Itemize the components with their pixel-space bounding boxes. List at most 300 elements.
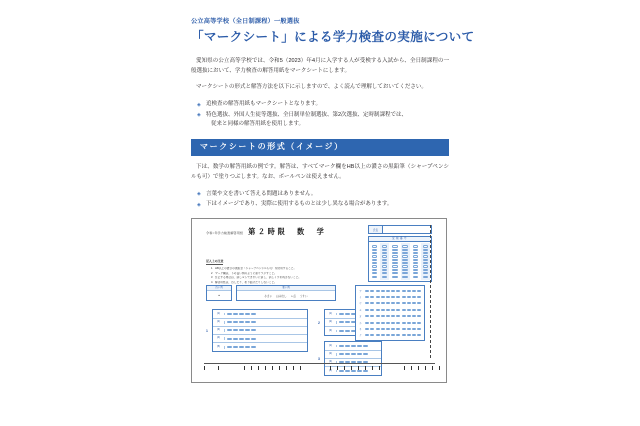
bubble xyxy=(413,252,418,254)
bubble xyxy=(423,245,428,247)
bubble xyxy=(365,322,369,324)
note-text: 下はイメージであり、実際に使用するものとは少し異なる場合があります。 xyxy=(206,201,393,208)
bubble xyxy=(381,322,385,324)
bubble xyxy=(417,290,421,292)
instructions-title: 記入上の注意 xyxy=(206,259,224,264)
bad-example-cell: はみ出し xyxy=(276,294,287,298)
bubble xyxy=(370,315,374,317)
bubble xyxy=(402,334,406,336)
bubble xyxy=(245,329,250,331)
timing-mark xyxy=(265,366,266,370)
bubble xyxy=(339,313,344,315)
question-number: (1) xyxy=(325,313,337,316)
examinee-number-title: 受検番号 xyxy=(368,236,432,241)
bubble xyxy=(392,245,397,247)
bubble xyxy=(386,315,390,317)
bubble xyxy=(382,276,387,278)
bubble xyxy=(233,321,238,323)
answer-sheet-instructions xyxy=(206,249,314,285)
answer-block-label: 3 xyxy=(318,356,320,361)
bubble xyxy=(413,272,418,274)
bubble xyxy=(402,262,407,264)
question-number: (2) xyxy=(213,321,225,324)
row-label: イ xyxy=(359,296,362,300)
bubble xyxy=(423,269,428,271)
question-number: (2) xyxy=(325,321,337,324)
answer-row xyxy=(325,342,381,350)
choice-bubbles xyxy=(225,346,256,348)
bubble xyxy=(386,302,390,304)
instructions-list xyxy=(206,267,314,285)
timing-mark xyxy=(204,366,205,370)
bubble xyxy=(392,249,397,251)
question-number: (3) xyxy=(325,361,337,364)
question-number: (1) xyxy=(213,313,225,316)
bubble xyxy=(233,313,238,315)
bubble xyxy=(417,334,421,336)
timing-mark xyxy=(425,366,426,370)
bubble xyxy=(365,302,369,304)
bubble xyxy=(392,272,397,274)
choice-bubbles xyxy=(337,345,368,347)
bubble xyxy=(402,272,407,274)
examinee-name-value xyxy=(383,226,431,233)
bubble xyxy=(413,255,418,257)
timing-mark xyxy=(344,366,345,370)
bubble xyxy=(345,313,350,315)
bubble xyxy=(382,262,387,264)
timing-mark xyxy=(286,366,287,370)
timing-mark xyxy=(279,366,280,370)
bubble xyxy=(391,315,395,317)
diamond-bullet-icon: ◈ xyxy=(197,201,201,208)
bubble xyxy=(382,249,387,251)
bubble xyxy=(407,296,411,298)
answer-block xyxy=(318,341,382,376)
bubble xyxy=(402,328,406,330)
bubble xyxy=(391,328,395,330)
bubble xyxy=(381,309,385,311)
timing-mark xyxy=(351,366,352,370)
question-number: (1) xyxy=(325,345,337,348)
bubble xyxy=(381,302,385,304)
bubble xyxy=(245,321,250,323)
intro-paragraph-1 xyxy=(191,57,449,77)
examinee-number-grid xyxy=(368,241,432,281)
bubble xyxy=(382,272,387,274)
bubble xyxy=(407,309,411,311)
good-example-label: 良い例 xyxy=(207,286,231,291)
bubble xyxy=(423,265,428,267)
answer-row xyxy=(213,319,307,327)
timing-mark xyxy=(300,366,301,370)
bubble xyxy=(391,290,395,292)
row-label: カ xyxy=(359,321,362,325)
choice-bubbles xyxy=(225,321,256,323)
bubble xyxy=(357,345,362,347)
bubble xyxy=(382,265,387,267)
bubble xyxy=(396,322,400,324)
bubble xyxy=(372,262,377,264)
instruction-text: HB以上の濃さの黒鉛筆（シャープペンシルも可）を使用すること。 xyxy=(215,267,297,271)
bubble xyxy=(372,276,377,278)
answer-row xyxy=(213,327,307,335)
bubble xyxy=(245,346,250,348)
bubble xyxy=(339,321,344,323)
bubble xyxy=(245,338,250,340)
bubble xyxy=(233,346,238,348)
intro-note-list xyxy=(191,100,449,129)
timing-mark xyxy=(418,366,419,370)
bubble xyxy=(402,276,407,278)
bubble xyxy=(396,296,400,298)
bubble xyxy=(391,296,395,298)
bubble xyxy=(376,290,380,292)
bubble xyxy=(402,302,406,304)
bubble xyxy=(423,262,428,264)
bubble xyxy=(339,330,344,332)
question-number: (4) xyxy=(213,337,225,340)
bubble xyxy=(381,296,385,298)
note-text-continued: 従来と同様の解答用紙を使用します。 xyxy=(211,121,305,128)
bubble xyxy=(372,249,377,251)
timing-mark xyxy=(330,366,331,370)
bubble xyxy=(407,315,411,317)
bubble xyxy=(227,329,232,331)
section-paragraph-text: 下は、数学の解答用紙の例です。解答は、すべてマーク欄をHB以上の濃さの黒鉛筆（シャープペンシルも可）で塗りつぶします。なお、ボールペンは使えません。 xyxy=(191,164,449,180)
bubble xyxy=(239,321,244,323)
bubble xyxy=(381,290,385,292)
question-number: (3) xyxy=(213,329,225,332)
bubble xyxy=(392,269,397,271)
choice-bubbles xyxy=(337,353,368,355)
bubble xyxy=(392,252,397,254)
bubble xyxy=(382,255,387,257)
bubble xyxy=(423,259,428,261)
bubble xyxy=(412,309,416,311)
row-label: ク xyxy=(359,334,362,338)
bubble xyxy=(423,272,428,274)
bubble xyxy=(365,328,369,330)
instruction-number: 4 xyxy=(211,280,213,284)
bubble xyxy=(391,309,395,311)
bubble xyxy=(412,290,416,292)
note-text: 特色選抜、外国人生徒等選抜、全日制単位制選抜、第2次選抜、定時制課程では、 xyxy=(206,111,408,118)
timing-mark xyxy=(293,366,294,370)
bubble xyxy=(402,245,407,247)
instruction-text: 解答用紙は、汚したり、折り曲げたりしないこと。 xyxy=(215,280,277,284)
bubble xyxy=(372,265,377,267)
bubble xyxy=(227,313,232,315)
bubble xyxy=(372,259,377,261)
timing-mark xyxy=(218,366,219,370)
bubble xyxy=(381,315,385,317)
bubble xyxy=(412,315,416,317)
bubble xyxy=(413,269,418,271)
bubble xyxy=(412,334,416,336)
answer-block-label: 2 xyxy=(318,320,320,325)
bubble xyxy=(376,315,380,317)
timing-mark xyxy=(411,366,412,370)
intro-paragraph-2 xyxy=(191,83,449,93)
bubble xyxy=(386,322,390,324)
bubble xyxy=(365,315,369,317)
bubble xyxy=(413,276,418,278)
timing-mark xyxy=(358,366,359,370)
bubble xyxy=(376,309,380,311)
bubble xyxy=(365,334,369,336)
bubble xyxy=(251,338,256,340)
bubble xyxy=(402,249,407,251)
bubble-column xyxy=(390,243,399,279)
timing-mark xyxy=(446,366,447,370)
bubble xyxy=(386,328,390,330)
instruction-text: マーク欄は、下の良い例のように塗りつぶすこと。 xyxy=(215,271,277,275)
timing-mark xyxy=(272,366,273,370)
bubble xyxy=(391,302,395,304)
bubble xyxy=(351,353,356,355)
bubble xyxy=(370,334,374,336)
good-example-box xyxy=(206,285,232,301)
instruction-number: 1 xyxy=(211,267,213,271)
bubble xyxy=(392,276,397,278)
bubble xyxy=(339,353,344,355)
bubble xyxy=(407,328,411,330)
timing-mark xyxy=(439,366,440,370)
bubble xyxy=(413,245,418,247)
bad-example-cell: うすい xyxy=(299,294,308,298)
answer-block-label: 1 xyxy=(206,328,208,333)
bubble xyxy=(402,259,407,261)
bubble xyxy=(402,265,407,267)
note-text: 追検査の解答用紙もマークシートとなります。 xyxy=(206,101,322,108)
choice-bubbles xyxy=(225,313,256,315)
bubble-column xyxy=(401,243,410,279)
bubble xyxy=(392,255,397,257)
bubble-column xyxy=(380,243,389,279)
section-paragraph xyxy=(191,163,449,183)
bubble-column xyxy=(421,243,430,279)
bubble xyxy=(417,328,421,330)
intro-paragraph-1-text: 愛知県の公立高等学校では、令和5（2023）年4月に入学する人が受検する入試から、全日制課程の一般選抜において、学力検査の解答用紙をマークシートにします。 xyxy=(191,57,449,74)
question-number: (3) xyxy=(325,330,337,333)
bubble xyxy=(402,296,406,298)
timing-mark xyxy=(337,366,338,370)
bubble xyxy=(372,245,377,247)
bubble xyxy=(376,328,380,330)
list-item xyxy=(211,281,314,285)
bubble xyxy=(365,309,369,311)
list-item xyxy=(197,100,449,109)
bubble xyxy=(417,296,421,298)
bubble xyxy=(396,309,400,311)
bubble xyxy=(382,252,387,254)
bubble xyxy=(345,353,350,355)
section-heading-marksheet-format: マークシートの形式（イメージ） xyxy=(191,139,449,157)
bubble xyxy=(251,321,256,323)
answer-sheet-image xyxy=(191,218,447,383)
diamond-bullet-icon: ◈ xyxy=(197,191,201,198)
question-number: (5) xyxy=(213,346,225,349)
bubble xyxy=(370,290,374,292)
bubble xyxy=(251,329,256,331)
answer-block xyxy=(206,309,308,352)
bubble-column xyxy=(370,243,379,279)
bubble xyxy=(391,322,395,324)
intro-paragraph-2-text: マークシートの形式と解答方法を以下に示しますので、よく読んで理解しておいてください。 xyxy=(196,84,427,91)
bubble xyxy=(376,334,380,336)
dense-answer-grid xyxy=(355,285,425,340)
bubble xyxy=(386,334,390,336)
list-item xyxy=(197,111,449,130)
answer-row xyxy=(213,343,307,351)
bubble xyxy=(396,328,400,330)
row-label: ウ xyxy=(359,302,362,306)
bubble xyxy=(402,255,407,257)
row-label: キ xyxy=(359,328,362,331)
bubble xyxy=(412,302,416,304)
bubble xyxy=(372,269,377,271)
bubble xyxy=(370,322,374,324)
timing-mark xyxy=(251,366,252,370)
section-note-list xyxy=(191,190,449,210)
bubble xyxy=(386,309,390,311)
bubble xyxy=(239,346,244,348)
bubble xyxy=(396,290,400,292)
bubble xyxy=(239,338,244,340)
bubble xyxy=(382,245,387,247)
timing-mark xyxy=(365,366,366,370)
bubble xyxy=(396,315,400,317)
bubble xyxy=(370,302,374,304)
timing-mark xyxy=(404,366,405,370)
bubble xyxy=(402,290,406,292)
bubble xyxy=(402,269,407,271)
bubble xyxy=(413,249,418,251)
bubble xyxy=(407,290,411,292)
choice-bubbles xyxy=(225,329,256,331)
bubble xyxy=(417,315,421,317)
row-label: エ xyxy=(359,308,362,312)
bubble xyxy=(382,269,387,271)
timing-mark xyxy=(379,366,380,370)
page-title: 「マークシート」による学力検査の実施について xyxy=(191,30,475,45)
diamond-bullet-icon: ◈ xyxy=(197,112,201,119)
bubble xyxy=(392,259,397,261)
content-column xyxy=(191,18,475,383)
timing-mark xyxy=(432,366,433,370)
timing-mark xyxy=(258,366,259,370)
bubble xyxy=(370,296,374,298)
bubble xyxy=(391,334,395,336)
bad-example-cell: レ点 xyxy=(290,294,296,298)
bubble xyxy=(370,328,374,330)
answer-row xyxy=(213,310,307,318)
row-label: ア xyxy=(359,289,362,293)
bubble xyxy=(251,346,256,348)
bubble xyxy=(412,296,416,298)
bubble xyxy=(345,330,350,332)
bubble xyxy=(417,309,421,311)
document-subtitle: 公立高等学校（全日制課程）一般選抜 xyxy=(191,18,300,25)
question-number: (2) xyxy=(325,353,337,356)
bubble xyxy=(407,302,411,304)
bubble xyxy=(412,328,416,330)
timing-mark xyxy=(244,366,245,370)
bubble xyxy=(363,353,368,355)
choice-bubbles xyxy=(225,338,256,340)
bubble xyxy=(402,315,406,317)
bubble xyxy=(407,334,411,336)
bubble xyxy=(251,313,256,315)
bubble xyxy=(402,322,406,324)
bubble xyxy=(239,329,244,331)
bubble xyxy=(245,313,250,315)
bad-example-cell: 小さい xyxy=(264,294,273,298)
bubble xyxy=(376,302,380,304)
bubble xyxy=(233,329,238,331)
bubble xyxy=(417,322,421,324)
bubble xyxy=(396,334,400,336)
bubble xyxy=(363,345,368,347)
examinee-name-row xyxy=(368,225,432,234)
dense-row xyxy=(357,332,423,338)
timing-mark xyxy=(372,366,373,370)
bubble xyxy=(413,265,418,267)
answer-sheet-inner xyxy=(198,223,441,372)
list-item xyxy=(197,190,449,199)
examinee-number-block xyxy=(368,225,432,281)
bubble xyxy=(339,345,344,347)
bubble xyxy=(382,259,387,261)
bubble xyxy=(227,338,232,340)
bubble xyxy=(417,302,421,304)
bubble xyxy=(357,353,362,355)
bubble xyxy=(372,255,377,257)
bubble xyxy=(386,290,390,292)
row-label: オ xyxy=(359,315,362,319)
bubble xyxy=(351,345,356,347)
bubble xyxy=(365,290,369,292)
bubble xyxy=(423,252,428,254)
bubble xyxy=(227,321,232,323)
bubble xyxy=(423,255,428,257)
bubble xyxy=(402,309,406,311)
bubble xyxy=(413,259,418,261)
bad-example-cells xyxy=(237,291,335,300)
instruction-text: 訂正する場合は、消しゴムできれいに消し、消しくずを残さないこと。 xyxy=(215,276,301,280)
instruction-number: 3 xyxy=(211,276,213,280)
good-example-mark: ● xyxy=(218,294,220,298)
bubble xyxy=(233,338,238,340)
bubble xyxy=(372,252,377,254)
answer-sheet-header xyxy=(206,227,326,237)
bubble-column xyxy=(411,243,420,279)
bubble xyxy=(396,302,400,304)
bubble xyxy=(239,313,244,315)
answer-row xyxy=(325,351,381,359)
bubble xyxy=(392,265,397,267)
bubble xyxy=(381,328,385,330)
bubble xyxy=(227,346,232,348)
bubble xyxy=(345,321,350,323)
bubble xyxy=(402,252,407,254)
bubble xyxy=(413,262,418,264)
bubble xyxy=(423,276,428,278)
bubble xyxy=(370,309,374,311)
fold-guide-line xyxy=(430,225,431,358)
bubble xyxy=(372,272,377,274)
